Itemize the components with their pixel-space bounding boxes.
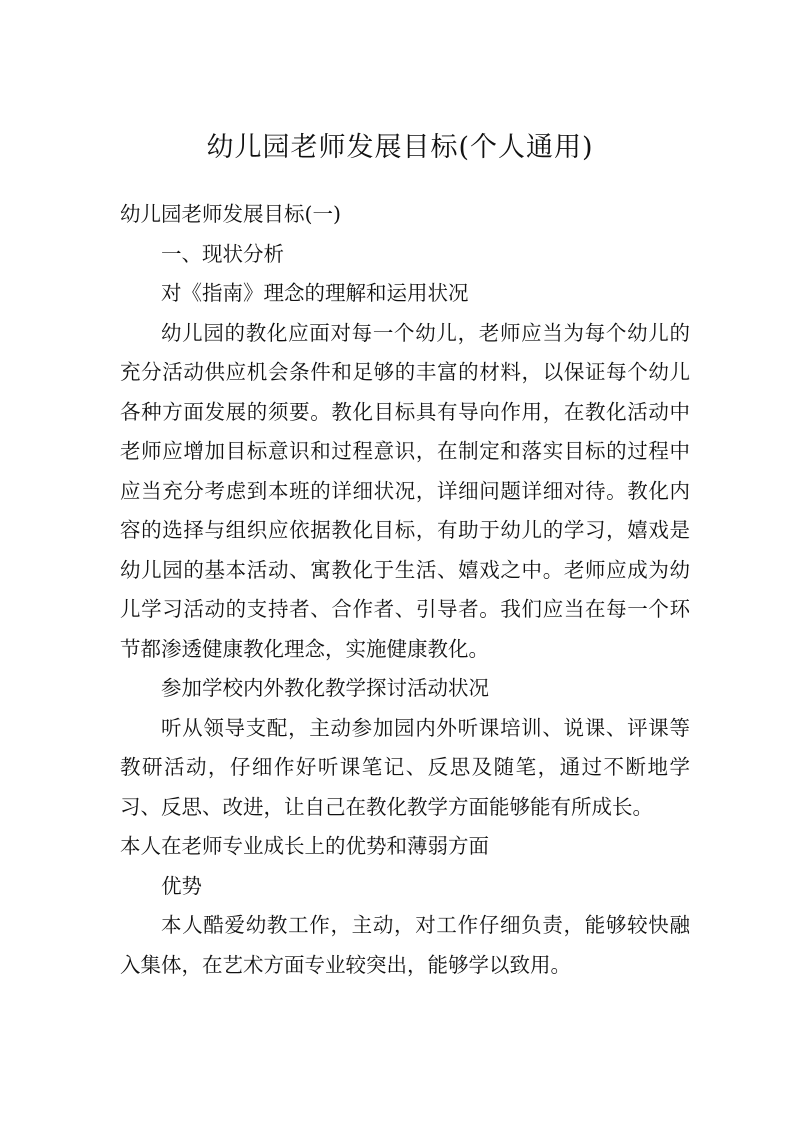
paragraph-heading-strengths-weaknesses: 本人在老师专业成长上的优势和薄弱方面 xyxy=(120,834,489,858)
document-title: 幼儿园老师发展目标(个人通用) xyxy=(206,132,594,163)
paragraph-body-education: 幼儿园的教化应面对每一个幼儿，老师应当为每个幼儿的充分活动供应机会条件和足够的丰富的材料，以保证每个幼儿各种方面发展的须要。教化目标具有导向作用，在教化活动中老师应增加目标意识和过程意识，在制定和落实目标的过程中应当充分考虑到本班的详细状况，详细问题详细对待。教化内容的选择与组织应依据教化目标，有助于幼儿的学习，嬉戏是幼儿园的基本活动、寓教化于生活、嬉戏之中。老师应成为幼儿学习活动的支持者、合作者、引导者。我们应当在每一个环节都渗透健康教化理念，实施健康教化。 xyxy=(120,320,690,661)
paragraph-heading-guide-understanding: 对《指南》理念的理解和运用状况 xyxy=(161,281,469,305)
paragraph-section-heading: 幼儿园老师发展目标(一) xyxy=(120,202,341,226)
paragraph-body-strengths: 本人酷爱幼教工作，主动，对工作仔细负责，能够较快融入集体，在艺术方面专业较突出，能够学以致用。 xyxy=(120,913,690,977)
paragraph-heading-research-activities: 参加学校内外教化教学探讨活动状况 xyxy=(161,676,489,700)
paragraph-heading-status-analysis: 一、现状分析 xyxy=(161,241,284,266)
paragraph-body-research: 听从领导支配，主动参加园内外听课培训、说课、评课等教研活动，仔细作好听课笔记、反思及随笔，通过不断地学习、反思、改进，让自己在教化教学方面能够能有所成长。 xyxy=(120,715,690,819)
document-body xyxy=(120,195,690,985)
paragraph-heading-strengths: 优势 xyxy=(161,873,202,898)
